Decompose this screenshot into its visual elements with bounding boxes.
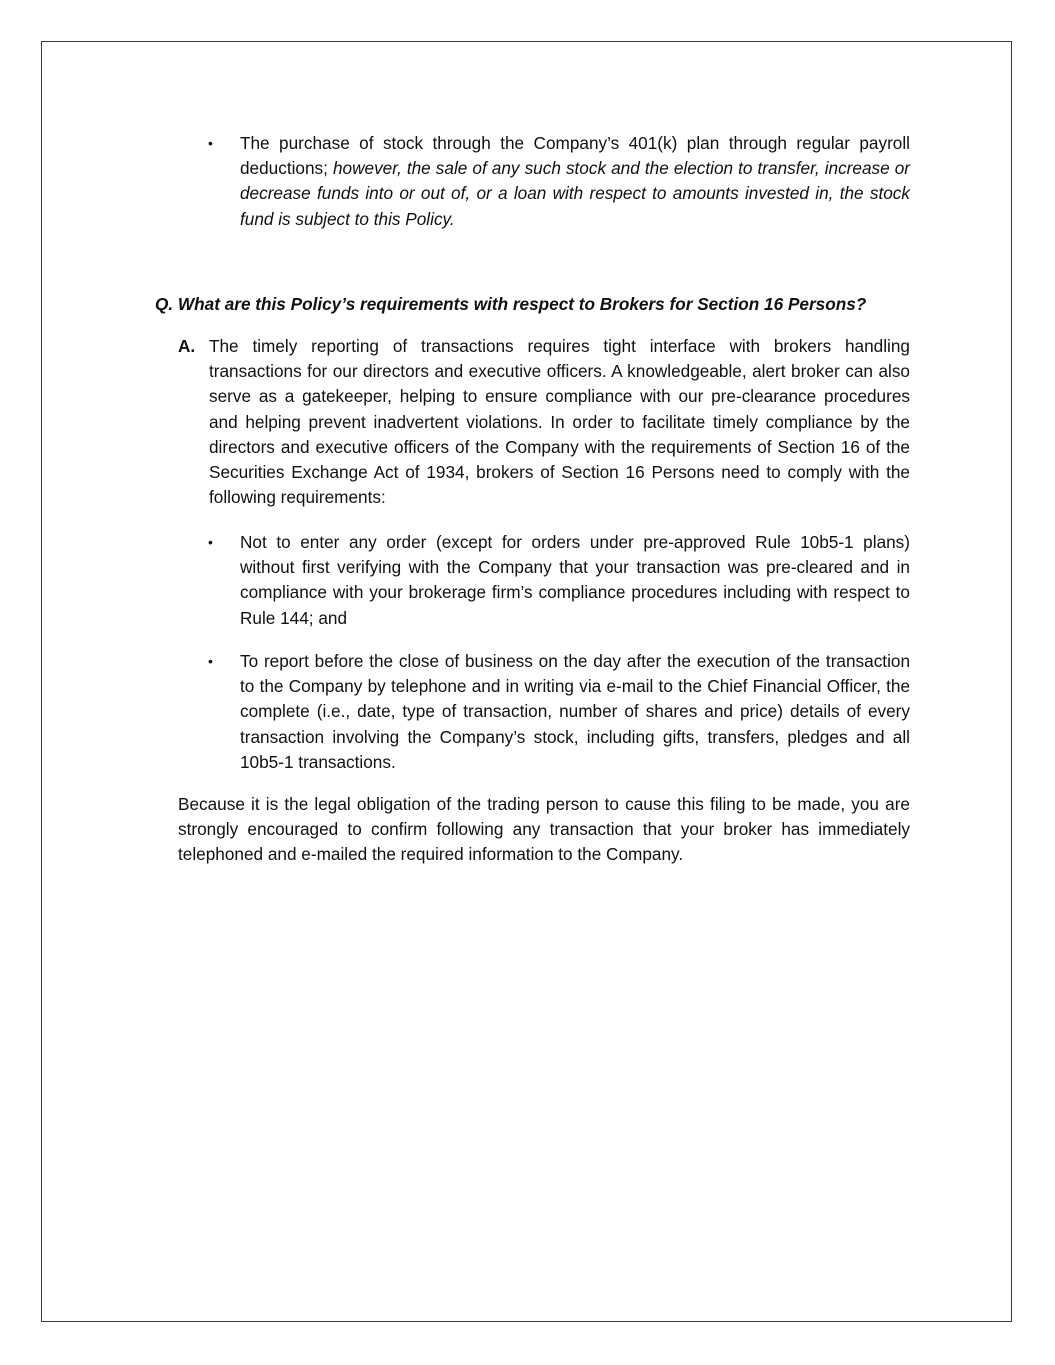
bullet-icon: • <box>208 653 213 669</box>
answer-label: A. <box>178 336 196 356</box>
closing-paragraph: Because it is the legal obligation of the trading person to cause this filing to be made, you are strongly encouraged to confirm following any transaction that your broker has immediately telephoned and e-mailed the required information to the Company. <box>178 794 910 865</box>
list-item-text-normal: The purchase of stock through the Company’s 401(k) plan through regular payroll deductions; <box>240 133 910 179</box>
list-item-text: Not to enter any order (except for orders under pre-approved Rule 10b5-1 plans) without first verifying with the Company that your transaction was pre-cleared and in compliance with your brokerage firm’s compliance procedures including with respect to Rule 144; and <box>240 532 910 628</box>
question-heading: Q. What are this Policy’s requirements with respect to Brokers for Section 16 Persons? <box>155 294 867 314</box>
list-item-text: To report before the close of business on the day after the execution of the transaction to the Company by telephone and in writing via e-mail to the Chief Financial Officer, the complete (i.e., date, type of transaction, number of shares and price) details of every transaction involving the Company’s stock, including gifts, transfers, pledges and all 10b5-1 transactions. <box>240 651 910 772</box>
answer-text: The timely reporting of transactions requires tight interface with brokers handling transactions for our directors and executive officers. A knowledgeable, alert broker can also serve as a gatekeeper, helping to ensure compliance with our pre-clearance procedures and helping prevent inadvertent violations. In order to facilitate timely compliance by the directors and executive officers of the Company with the requirements of Section 16 of the Securities Exchange Act of 1934, brokers of Section 16 Persons need to comply with the following requirements: <box>209 336 910 508</box>
list-item-text-italic: however, the sale of any such stock and the election to transfer, increase or decrease funds into or out of, or a loan with respect to amounts invested in, the stock fund is subject to this Policy. <box>240 158 911 229</box>
list-item <box>208 530 910 631</box>
bullet-icon: • <box>208 534 213 550</box>
answer-paragraph <box>178 334 910 510</box>
bullet-icon: • <box>208 135 213 151</box>
list-item <box>208 131 910 232</box>
list-item <box>208 649 910 775</box>
list-item-text <box>240 131 910 232</box>
